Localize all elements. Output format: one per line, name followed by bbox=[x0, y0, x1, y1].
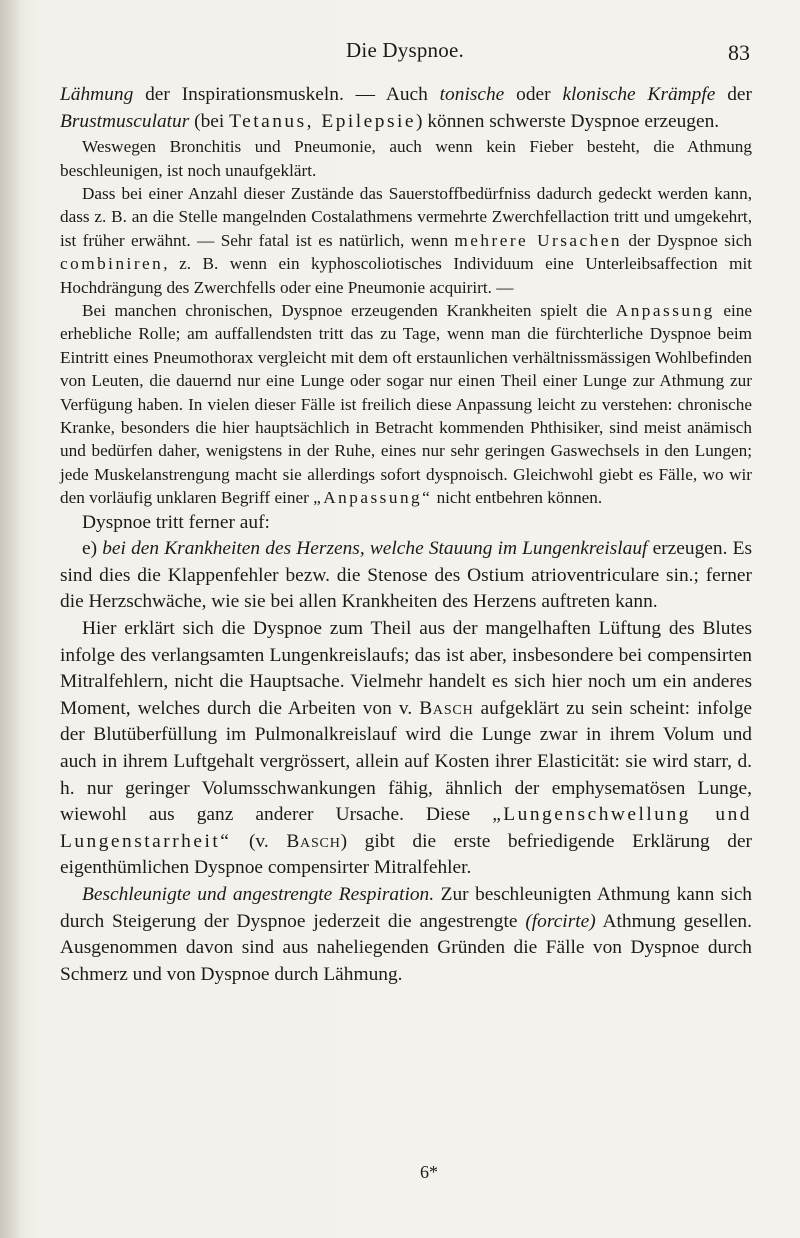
emphasis: bei den Krankheiten des Herzens, welche Stauung im Lungenkreislauf bbox=[102, 538, 648, 560]
text-run: aufgeklärt zu sein scheint: infolge der Blutüberfüllung im Pulmonalkreislauf wird die Lunge zwar in ihrem Volum und auch in ihrem Luftgehalt vergrössert, allein auf Kosten ihrer Elasticität: sie wird starr, d. h. nur geringer Volumsschwankungen fähig, ähnlich der emphysematösen Lunge, wiewohl aus ganz anderer Ursache. Diese bbox=[60, 697, 753, 826]
emphasis: klonische Krämpfe bbox=[562, 84, 716, 105]
text-run: (v. bbox=[231, 830, 287, 852]
text-run: erzeugen. Es sind dies die Klappenfehler bezw. die Stenose des Ostium atrioventriculare sin.; ferner die Herzschwäche, wie sie bei allen Krankheiten des Herzens auftreten kann. bbox=[60, 538, 752, 613]
text-run: der Dyspnoe sich bbox=[622, 230, 752, 250]
spaced-text: „Lungenschwellung und Lungenstarrheit“ bbox=[60, 804, 752, 852]
text-run: (bei bbox=[189, 110, 230, 132]
text-run: Hier erklärt sich die Dyspnoe zum Theil aus der mangelhaften Lüftung des Blutes infolge des verlangsamten Lungenkreislaufs; das ist aber, insbesondere bei compensirten Mitralfehlern, nicht die Hauptsache. Vielmehr handelt es sich hier noch um ein anderes Moment, welches durch die Arbeiten von v. bbox=[60, 618, 752, 719]
text-run: Zur beschleunigten Athmung kann sich durch Steigerung der Dyspnoe jederzeit die angestrengte bbox=[60, 884, 752, 932]
spaced-text: „Anpassung“ bbox=[313, 488, 433, 508]
text-run: Athmung gesellen. Ausgenommen davon sind aus naheliegenden Gründen die Fälle von Dyspnoe durch Schmerz und von Dyspnoe durch Lähmung. bbox=[60, 910, 752, 985]
paragraph-respiration bbox=[60, 882, 752, 988]
spaced-text: mehrere Ursachen bbox=[454, 230, 622, 250]
paragraph-further: Dyspnoe tritt ferner auf: bbox=[82, 511, 270, 533]
paragraph-bronchitis: Weswegen Bronchitis und Pneumonie, auch wenn kein Fieber besteht, die Athmung beschleunigen, ist noch unaufgeklärt. bbox=[60, 137, 752, 180]
text-run: eine erhebliche Rolle; am auffallendsten tritt das zu Tage, wenn man die fürchterliche Dyspnoe beim Eintritt eines Pneumothorax vergleicht mit dem oft erstaunlichen verhältnissmässigen Wohlbefinden von Leuten, die dauernd nur eine Lunge oder sogar nur einen Theil einer Lunge zur Athmung zur Verfügung haben. In vielen dieser Fälle ist freilich diese Anpassung leicht zu verstehen: chronische Kranke, besonders die hier hauptsächlich in Betracht kommenden Phthisiker, sind meist anämisch und bedürfen daher, wenigstens in der Ruhe, eines nur sehr geringen Gaswechsels in den Lungen; jede Muskelanstrengung macht sie allerdings sofort dyspnoisch. Gleichwohl giebt es Fälle, wo wir den vorläufig unklaren Begriff einer bbox=[60, 301, 752, 508]
paragraph-adaptation bbox=[60, 299, 752, 510]
emphasis: Brustmusculatur bbox=[60, 110, 190, 132]
author-name: Basch bbox=[286, 830, 341, 852]
paragraph-heart-diseases bbox=[60, 536, 752, 616]
paragraph-lung-stiffness bbox=[60, 616, 752, 882]
emphasis: Beschleunigte und angestrengte Respiration. bbox=[82, 884, 435, 905]
text-run: oder bbox=[504, 84, 563, 105]
text-run: , z. B. wenn ein kyphoscoliotisches Individuum eine Unterleibsaffection mit Hochdrängung des Zwerchfells oder eine Pneumonie acquirirt. — bbox=[60, 254, 752, 297]
page-gutter-shadow bbox=[0, 0, 22, 1238]
paragraph-paralysis bbox=[60, 82, 752, 135]
text-run: der Inspirationsmuskeln. — Auch bbox=[133, 84, 440, 105]
text-run: ) können schwerste Dyspnoe erzeugen. bbox=[416, 110, 720, 132]
text-run: Dass bei einer Anzahl dieser Zustände das Sauerstoffbedürfniss dadurch gedeckt werden kann, dass z. B. an die Stelle mangelnden Costalathmens vermehrte Zwerchfellaction tritt und umgekehrt, ist früher erwähnt. — Sehr fatal ist es natürlich, wenn bbox=[60, 184, 752, 250]
paragraph-combination bbox=[60, 182, 752, 299]
text-run: ) gibt die erste befriedigende Erklärung der eigenthümlichen Dyspnoe compensirter Mitralfehler. bbox=[60, 830, 753, 879]
text-run: nicht entbehren können. bbox=[432, 488, 603, 508]
author-name: Basch bbox=[419, 697, 474, 719]
emphasis: tonische bbox=[439, 84, 505, 105]
page-header bbox=[60, 38, 750, 68]
emphasis: (forcirte) bbox=[525, 910, 596, 932]
emphasis: Lähmung bbox=[60, 84, 134, 105]
spaced-text: Tetanus, Epilepsie bbox=[229, 110, 417, 132]
text-run: der bbox=[715, 84, 752, 105]
running-title: Die Dyspnoe. bbox=[346, 38, 464, 62]
spaced-text: Anpassung bbox=[615, 301, 715, 321]
sheet-signature: 6* bbox=[420, 1162, 438, 1182]
text-run: Bei manchen chronischen, Dyspnoe erzeugenden Krankheiten spielt die bbox=[82, 301, 616, 321]
text-run: e) bbox=[82, 538, 103, 560]
spaced-text: combiniren bbox=[60, 254, 164, 274]
page-number: 83 bbox=[728, 40, 750, 65]
body-text bbox=[60, 82, 752, 988]
